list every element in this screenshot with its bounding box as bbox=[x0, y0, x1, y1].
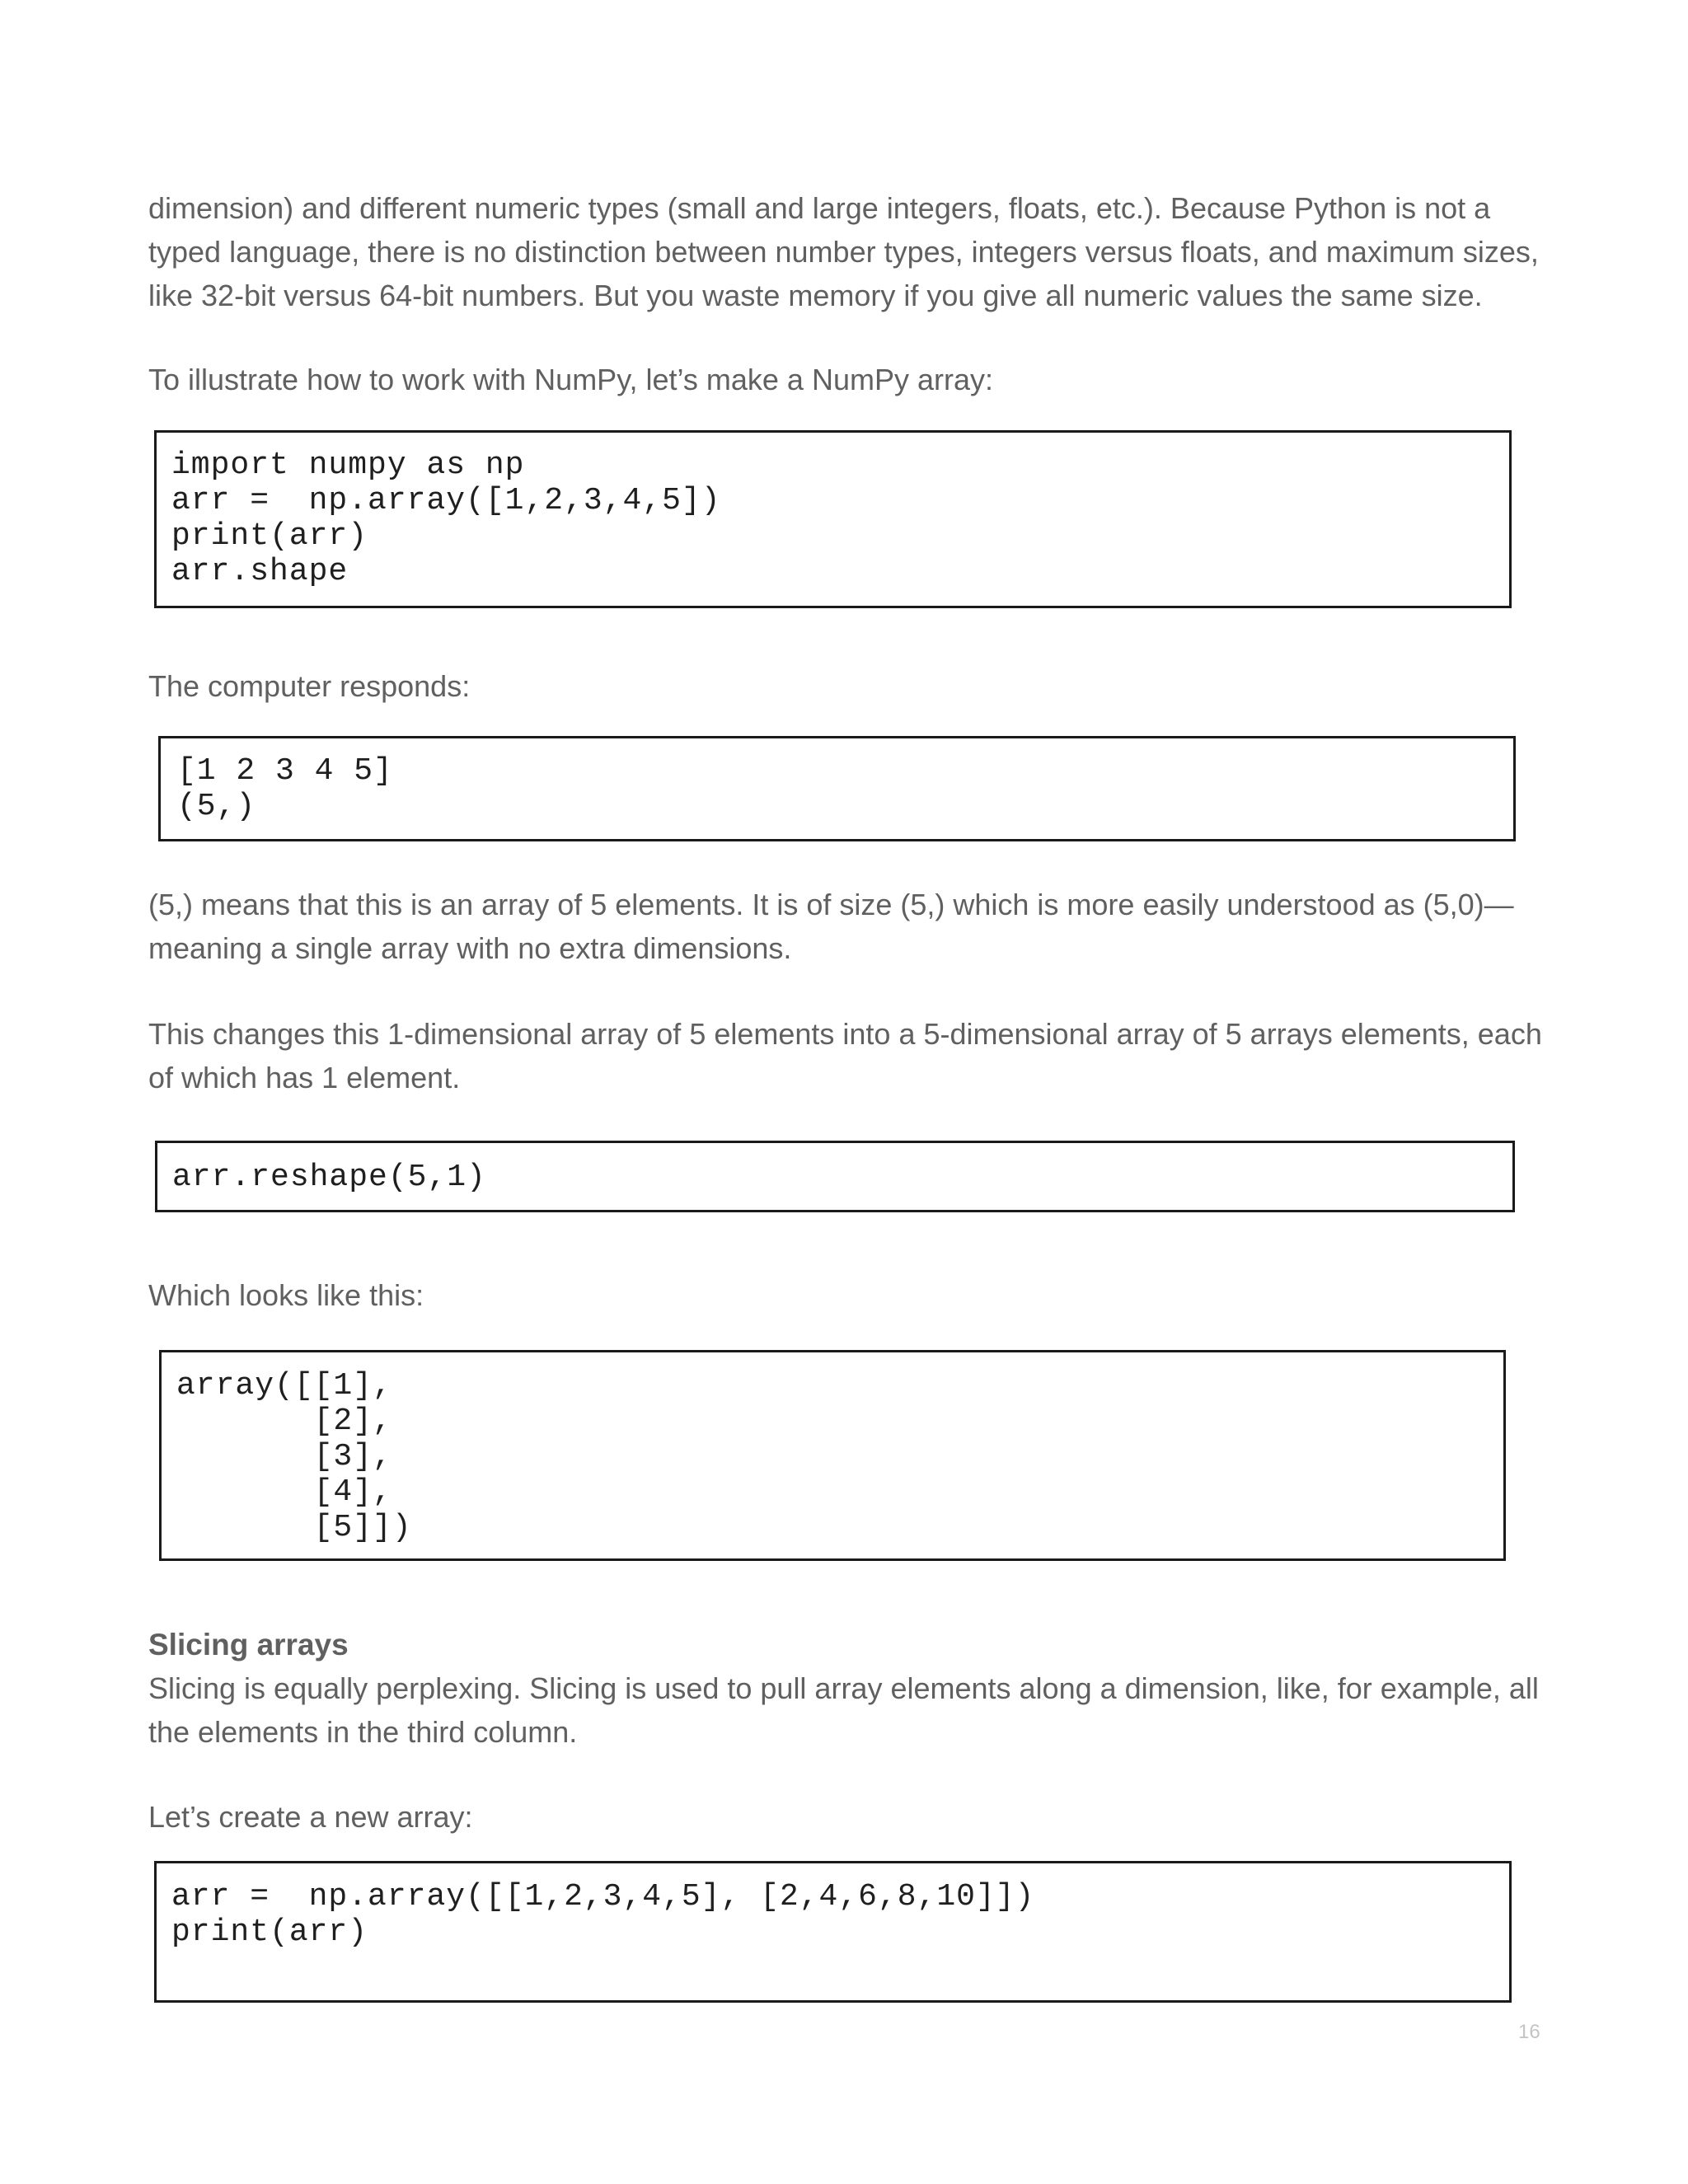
code-block-create-array bbox=[154, 430, 1512, 608]
paragraph-reshape-explanation: This changes this 1-dimensional array of 5 elements into a 5-dimensional array of 5 arrays elements, each of which has 1 element. bbox=[148, 1017, 1542, 1094]
code-block-new-array bbox=[154, 1861, 1512, 2003]
code-output-shape: [1 2 3 4 5] (5,) bbox=[177, 753, 393, 824]
code-reshape: arr.reshape(5,1) bbox=[172, 1160, 486, 1195]
paragraph-looks-like: Which looks like this: bbox=[148, 1278, 424, 1312]
page-number: 16 bbox=[1518, 2021, 1540, 2043]
section-heading-slicing-arrays: Slicing arrays bbox=[148, 1628, 349, 1661]
paragraph-numeric-types: dimension) and different numeric types (small and large integers, floats, etc.). Because Python is not a typed language, there is no distinction between number types, integers versus floats, and maximum sizes, like 32-bit versus 64-bit numbers. But you waste memory if you give all numeric values the same size. bbox=[148, 191, 1539, 312]
paragraph-illustrate-numpy: To illustrate how to work with NumPy, let’s make a NumPy array: bbox=[148, 363, 993, 396]
paragraph-computer-responds: The computer responds: bbox=[148, 669, 471, 703]
code-reshaped-output: array([[1], [2], [3], [4], [5]]) bbox=[176, 1368, 412, 1545]
paragraph-slicing-explanation: Slicing is equally perplexing. Slicing is used to pull array elements along a dimension, like, for example, all the elements in the third column. bbox=[148, 1671, 1539, 1749]
code-create-array: import numpy as np arr = np.array([1,2,3,4,5]) print(arr) arr.shape bbox=[171, 448, 721, 589]
code-block-reshape bbox=[155, 1141, 1515, 1212]
code-block-output-shape bbox=[158, 736, 1516, 841]
code-new-array: arr = np.array([[1,2,3,4,5], [2,4,6,8,10]]) print(arr) bbox=[171, 1879, 1035, 1950]
code-block-reshaped-output bbox=[159, 1350, 1506, 1561]
paragraph-create-new-array: Let’s create a new array: bbox=[148, 1800, 473, 1834]
paragraph-shape-explanation: (5,) means that this is an array of 5 elements. It is of size (5,) which is more easily understood as (5,0)— meaning a single array with no extra dimensions. bbox=[148, 888, 1514, 965]
